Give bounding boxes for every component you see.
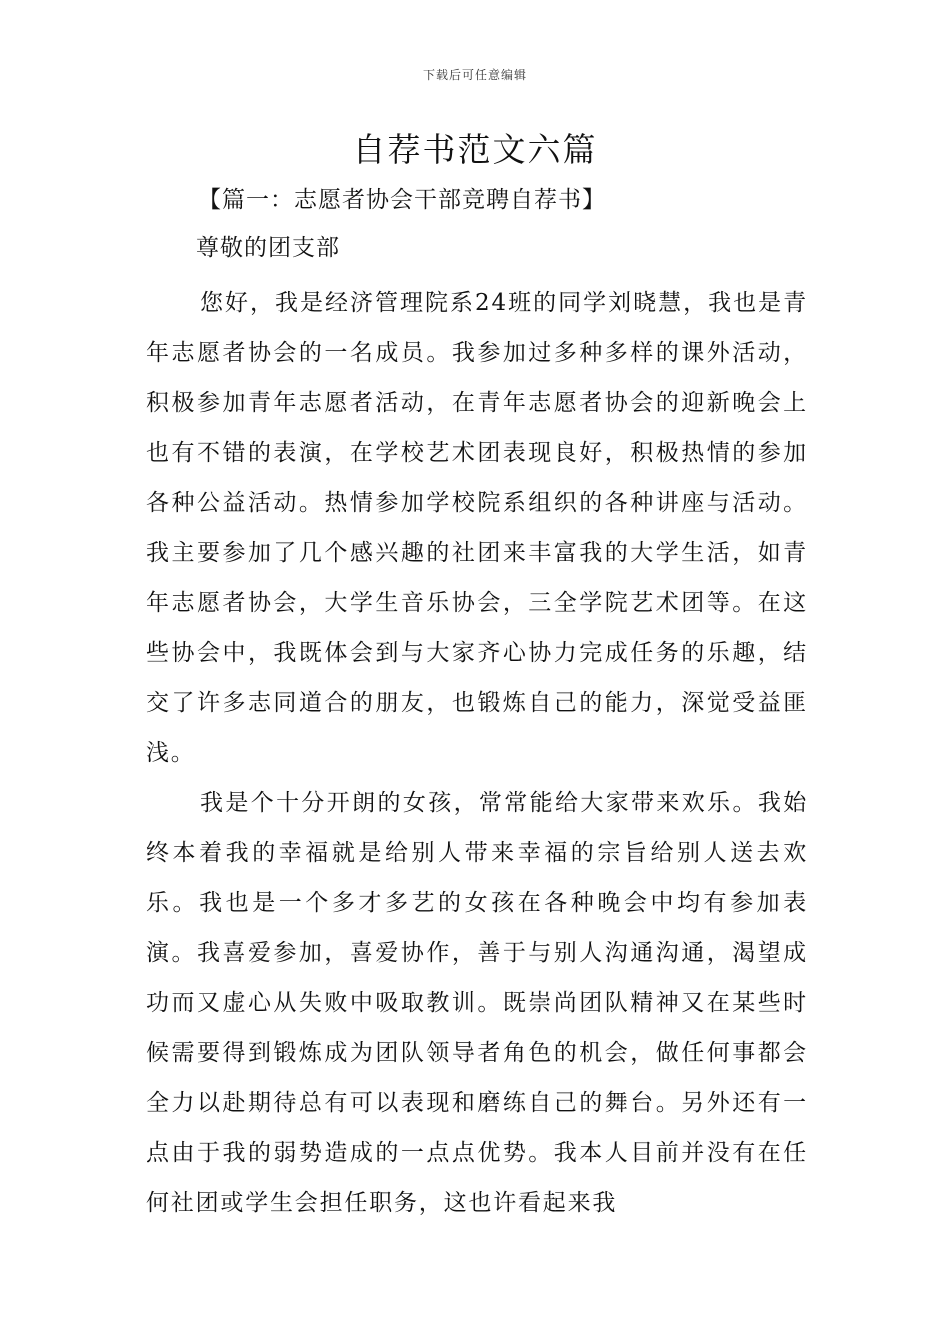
- salutation: 尊敬的团支部: [196, 235, 340, 261]
- page-title: 自荐书范文六篇: [352, 130, 598, 169]
- body-paragraph: 您好，我是经济管理院系24班的同学刘晓慧，我也是青年志愿者协会的一名成员。我参加过多种多样的课外活动，积极参加青年志愿者活动，在青年志愿者协会的迎新晚会上也有不错的表演，在学校艺术团表现良好，积极热情的参加各种公益活动。热情参加学校院系组织的各种讲座与活动。我主要参加了几个感兴趣的社团来丰富我的大学生活，如青年志愿者协会，大学生音乐协会，三全学院艺术团等。在这些协会中，我既体会到与大家齐心协力完成任务的乐趣，结交了许多志同道合的朋友，也锻炼自己的能力，深觉受益匪浅。: [146, 290, 808, 766]
- section-heading: 【篇一：志愿者协会干部竞聘自荐书】: [198, 187, 606, 213]
- body-paragraph: 我是个十分开朗的女孩，常常能给大家带来欢乐。我始终本着我的幸福就是给别人带来幸福的宗旨给别人送去欢乐。我也是一个多才多艺的女孩在各种晚会中均有参加表演。我喜爱参加，喜爱协作，善于与别人沟通沟通，渴望成功而又虚心从失败中吸取教训。既崇尚团队精神又在某些时候需要得到锻炼成为团队领导者角色的机会，做任何事都会全力以赴期待总有可以表现和磨练自己的舞台。另外还有一点由于我的弱势造成的一点点优势。我本人目前并没有在任何社团或学生会担任职务，这也许看起来我: [146, 790, 808, 1216]
- header-note: 下载后可任意编辑: [422, 68, 527, 82]
- document-body: [146, 180, 808, 1228]
